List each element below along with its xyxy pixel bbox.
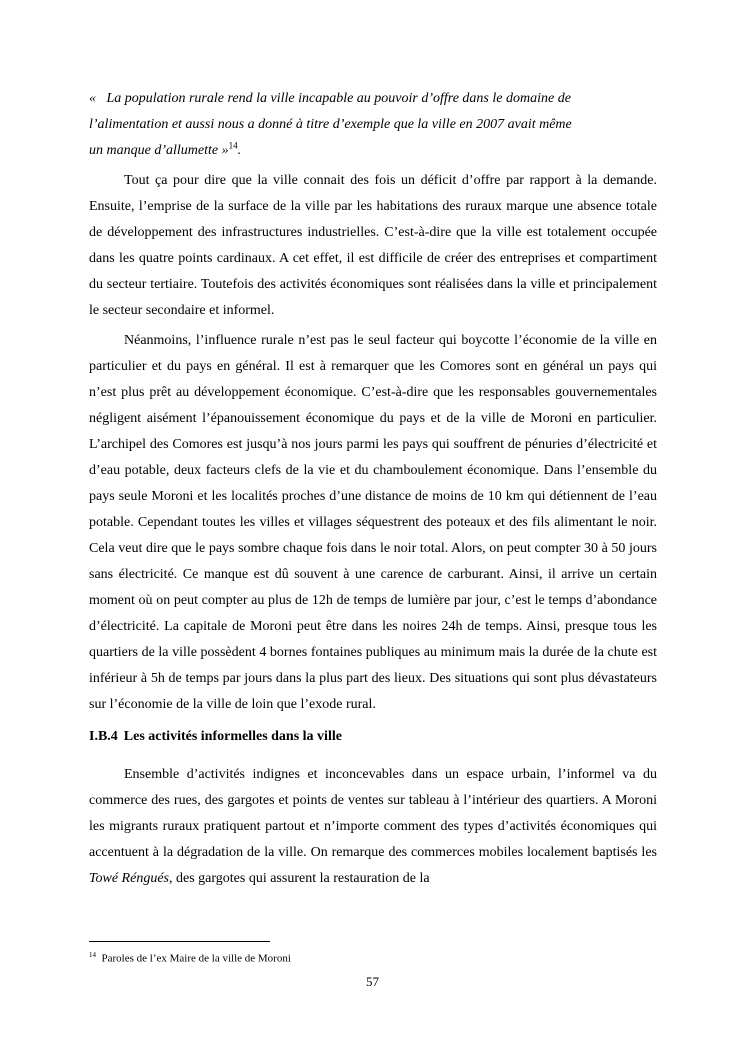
- quote-line-2: l’alimentation et aussi nous a donné à titre d’exemple que la ville en 2007 avait même: [89, 117, 572, 132]
- quote-line-3: un manque d’allumette »: [89, 143, 229, 158]
- paragraph-3-tail: , des gargotes qui assurent la restauration de la: [168, 871, 430, 886]
- paragraph-2: Néanmoins, l’influence rurale n’est pas le seul facteur qui boycotte l’économie de la ville en particulier et du pays en général. Il est à remarquer que les Comores sont en général un pays qui n’est plus prêt au développement économique. C’est-à-dire que les responsables gouvernementales négligent aisément l’épanouissement économique du pays et de la ville de Moroni en particulier. L’archipel des Comores est jusqu’à nos jours parmi les pays qui souffrent de pénuries d’électricité et d’eau potable, deux facteurs clefs de la vie et du chamboulement économique. Dans l’ensemble du pays seule Moroni et les localités proches d’une distance de moins de 10 km qui détiennent de l’eau potable. Cependant toutes les villes et villages séquestrent des poteaux et des fils alimentant le noir. Cela veut dire que le pays sombre chaque fois dans le noir total. Alors, on peut compter 30 à 50 jours sans électricité. Ce manque est dû souvent à une carence de carburant. Ainsi, il arrive un certain moment où on peut compter au plus de 12h de temps de lumière par jour, c’est le temps d’abondance d’électricité. La capitale de Moroni peut être dans les noires 24h de temps. Ainsi, presque tous les quartiers de la ville possèdent 4 bornes fontaines publiques au minimum mais la durée de la chute est inférieur à 5h de temps par jours dans la plus part des lieux. Des situations qui sont plus dévastateurs sur l’économie de la ville de loin que l’exode rural.: [89, 333, 657, 712]
- quote-line-1: La population rurale rend la ville incapable au pouvoir d’offre dans le domaine de: [106, 91, 571, 106]
- footnote-reference[interactable]: 14: [228, 140, 238, 151]
- footnote: [89, 948, 291, 966]
- paragraph-3: [89, 762, 657, 892]
- paragraph-3-text: Ensemble d’activités indignes et inconcevables dans un espace urbain, l’informel va du commerce des rues, des gargotes et points de ventes sur tableau à l’intérieur des quartiers. A Moroni les migrants ruraux pratiquent partout et n’importe comment des types d’activités économiques qui accentuent à la dégradation de la ville. On remarque des commerces mobiles localement baptisés les: [89, 767, 657, 860]
- footnote-number: 14: [89, 951, 96, 959]
- quote-open-mark: «: [89, 91, 96, 106]
- footnote-text: Paroles de l’ex Maire de la ville de Moroni: [101, 952, 291, 965]
- footnote-divider: [89, 941, 270, 942]
- page-number: 57: [366, 974, 379, 989]
- quote-block: [89, 86, 657, 164]
- page-body: [89, 86, 657, 896]
- section-title: Les activités informelles dans la ville: [123, 729, 342, 744]
- quote-end: .: [237, 143, 242, 158]
- section-heading: [89, 724, 657, 750]
- towe-rengues-term: Towé Réngués: [89, 871, 169, 886]
- paragraph-1: Tout ça pour dire que la ville connait des fois un déficit d’offre par rapport à la demande. Ensuite, l’emprise de la surface de la ville par les habitations des ruraux marque une absence totale de développement des infrastructures industrielles. C’est-à-dire que la ville est totalement occupée dans les quatre points cardinaux. A cet effet, il est difficile de créer des entreprises et compartiment du secteur tertiaire. Toutefois des activités économiques sont réalisées dans la ville et principalement le secteur secondaire et informel.: [89, 173, 657, 318]
- section-number: I.B.4: [89, 729, 118, 744]
